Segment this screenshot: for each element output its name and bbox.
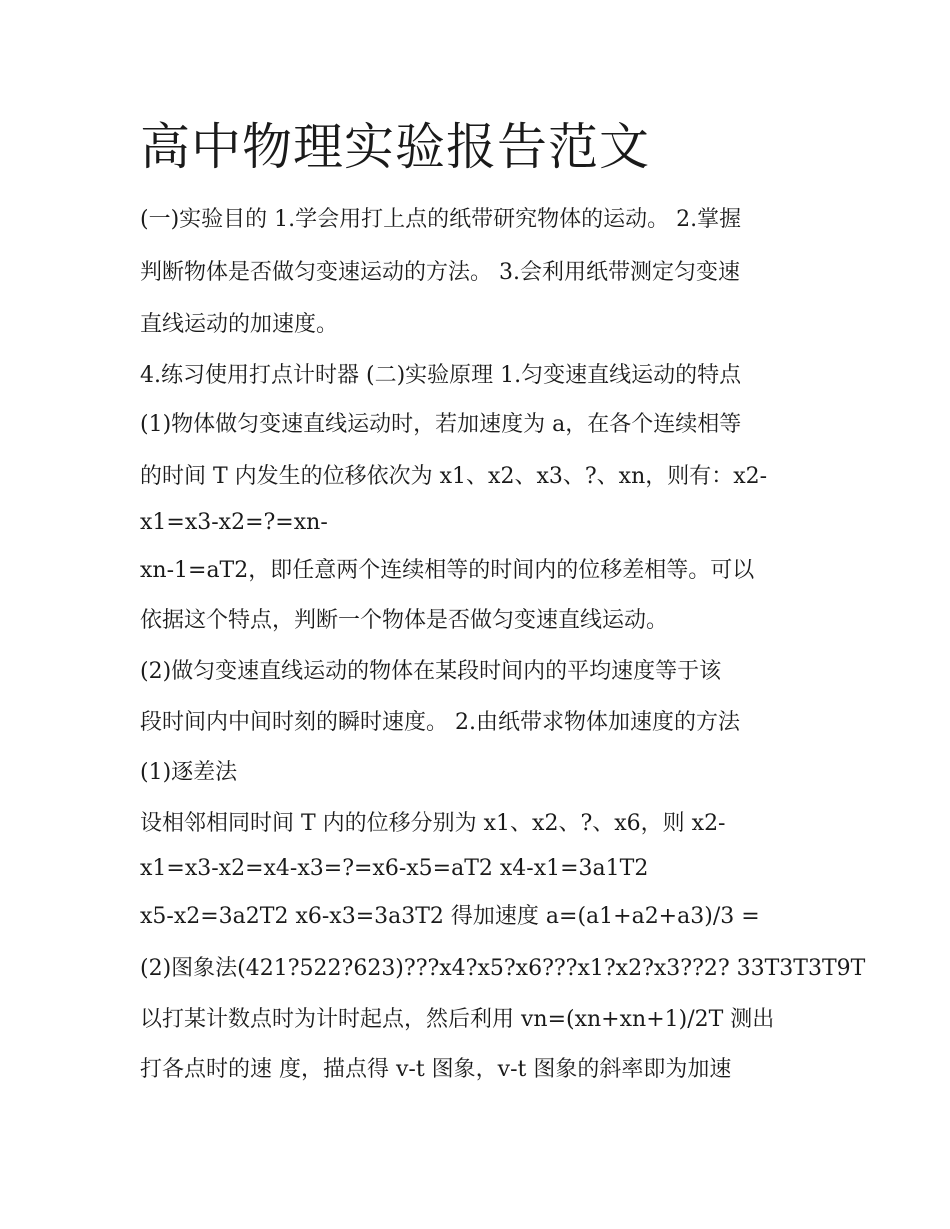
text-line-10: (2)做匀变速直线运动的物体在某段时间内的平均速度等于该 [140, 659, 722, 684]
text-line-11: 段时间内中间时刻的瞬时速度。 2.由纸带求物体加速度的方法 [140, 710, 740, 735]
text-line-18: 打各点时的速 度，描点得 v-t 图象，v-t 图象的斜率即为加速 [140, 1057, 732, 1082]
text-line-6: 的时间 T 内发生的位移依次为 x1、x2、x3、?、xn，则有：x2- [140, 464, 768, 489]
text-line-1: (一)实验目的 1.学会用打上点的纸带研究物体的运动。 2.掌握 [140, 207, 742, 232]
text-line-2: 判断物体是否做匀变速运动的方法。 3.会利用纸带测定匀变速 [140, 260, 740, 285]
text-line-13: 设相邻相同时间 T 内的位移分别为 x1、x2、?、x6，则 x2- [140, 811, 726, 836]
text-line-14: x1=x3-x2=x4-x3=?=x6-x5=aT2 x4-x1=3a1T2 [140, 856, 649, 881]
text-line-8: xn-1=aT2，即任意两个连续相等的时间内的位移差相等。可以 [140, 558, 755, 583]
text-line-16: (2)图象法(421?522?623)???x4?x5?x6???x1?x2?x3??2? 33T3T3T9T [140, 956, 866, 981]
text-line-5: (1)物体做匀变速直线运动时，若加速度为 a，在各个连续相等 [140, 412, 742, 437]
text-line-7: x1=x3-x2=?=xn- [140, 510, 328, 535]
text-line-15: x5-x2=3a2T2 x6-x3=3a3T2 得加速度 a=(a1+a2+a3)/3 = [140, 904, 760, 929]
text-line-4: 4.练习使用打点计时器 (二)实验原理 1.匀变速直线运动的特点 [140, 363, 742, 388]
text-line-3: 直线运动的加速度。 [140, 312, 339, 337]
text-line-12: (1)逐差法 [140, 760, 238, 785]
text-line-9: 依据这个特点，判断一个物体是否做匀变速直线运动。 [140, 608, 669, 633]
text-line-17: 以打某计数点时为计时起点，然后利用 vn=(xn+xn+1)/2T 测出 [140, 1007, 775, 1032]
document-title: 高中物理实验报告范文 [140, 118, 650, 176]
